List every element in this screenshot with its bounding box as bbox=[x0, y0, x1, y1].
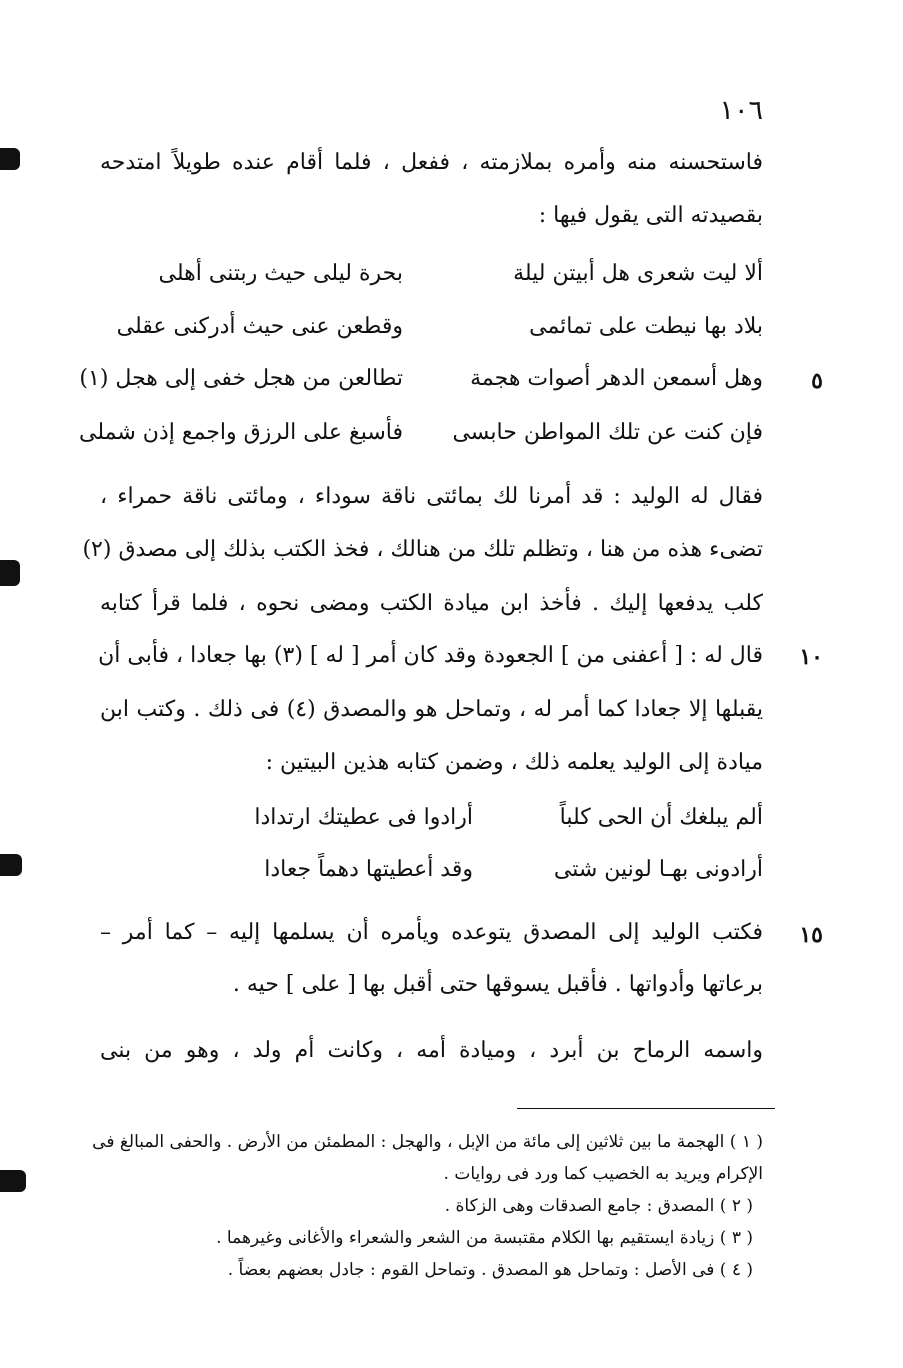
verse-second-hemistich: بحرة ليلى حيث ربتنى أهلى bbox=[158, 261, 403, 286]
text-line: يقبلها إلا جعادا كما أمر له ، وتماحل هو والمصدق (٤) فى ذلك . وكتب ابن bbox=[100, 697, 763, 722]
verse-second-hemistich: أرادوا فى عطيتك ارتدادا bbox=[254, 805, 473, 830]
scan-mark bbox=[0, 854, 22, 876]
line-number: ٥ bbox=[811, 368, 823, 394]
text-line: بقصيدته التى يقول فيها : bbox=[538, 203, 763, 228]
text-line: فقال له الوليد : قد أمرنا لك بمائتى ناقة سوداء ، ومائتى ناقة حمراء ، bbox=[100, 484, 763, 509]
verse-first-hemistich: ألا ليت شعرى هل أبيتن ليلة bbox=[513, 261, 763, 286]
text-line: برعاتها وأدواتها . فأقبل يسوقها حتى أقبل بها [ على ] حيه . bbox=[232, 972, 763, 997]
text-line: كلب يدفعها إليك . فأخذ ابن ميادة الكتب ومضى نحوه ، فلما قرأ كتابه bbox=[100, 591, 763, 616]
footnote: ( ٢ ) المصدق : جامع الصدقات وهى الزكاة . bbox=[444, 1196, 753, 1216]
verse-second-hemistich: وقد أعطيتها دهماً جعادا bbox=[264, 857, 473, 882]
verse-first-hemistich: بلاد بها نيطت على تمائمى bbox=[529, 314, 763, 339]
footnote: ( ١ ) الهجمة ما بين ثلاثين إلى مائة من الإبل ، والهجل : المطمئن من الأرض . والحفى المبالغ فى bbox=[92, 1132, 763, 1152]
footnote: الإكرام ويريد به الخصيب كما ورد فى روايات . bbox=[443, 1164, 763, 1184]
footnote: ( ٣ ) زيادة ايستقيم بها الكلام مقتبسة من الشعر والشعراء والأغانى وغيرهما . bbox=[216, 1228, 753, 1248]
scan-mark bbox=[0, 560, 20, 586]
verse-second-hemistich: وقطعن عنى حيث أدركنى عقلى bbox=[116, 314, 403, 339]
verse-first-hemistich: فإن كنت عن تلك المواطن حابسى bbox=[452, 420, 763, 445]
verse-first-hemistich: وهل أسمعن الدهر أصوات هجمة bbox=[470, 366, 763, 391]
footnote-rule bbox=[517, 1108, 775, 1109]
page-number: ١٠٦ bbox=[719, 95, 763, 126]
line-number: ١٠ bbox=[799, 644, 823, 670]
text-line: فاستحسنه منه وأمره بملازمته ، ففعل ، فلما أقام عنده طويلاً امتدحه bbox=[100, 150, 763, 175]
text-line: واسمه الرماح بن أبرد ، وميادة أمه ، وكانت أم ولد ، وهو من بنى bbox=[100, 1038, 763, 1063]
footnote: ( ٤ ) فى الأصل : وتماحل هو المصدق . وتماحل القوم : جادل بعضهم بعضاً . bbox=[227, 1260, 753, 1280]
text-line: تضىء هذه من هنا ، وتظلم تلك من هنالك ، فخذ الكتب بذلك إلى مصدق (٢) bbox=[82, 537, 763, 562]
scan-mark bbox=[0, 1170, 26, 1192]
line-number: ١٥ bbox=[799, 922, 823, 948]
text-line: ميادة إلى الوليد يعلمه ذلك ، وضمن كتابه هذين البيتين : bbox=[265, 750, 763, 775]
verse-first-hemistich: أرادونى بهـا لونين شتى bbox=[553, 857, 763, 882]
verse-second-hemistich: تطالعن من هجل خفى إلى هجل (١) bbox=[79, 366, 403, 391]
text-line: قال له : [ أعفنى من ] الجعودة وقد كان أمر [ له ] (٣) بها جعادا ، فأبى أن bbox=[98, 643, 763, 668]
verse-second-hemistich: فأسبغ على الرزق واجمع إذن شملى bbox=[79, 420, 403, 445]
text-line: فكتب الوليد إلى المصدق يتوعده ويأمره أن يسلمها إليه – كما أمر – bbox=[100, 920, 763, 945]
verse-first-hemistich: ألم يبلغك أن الحى كلباً bbox=[559, 805, 763, 830]
scan-mark bbox=[0, 148, 20, 170]
